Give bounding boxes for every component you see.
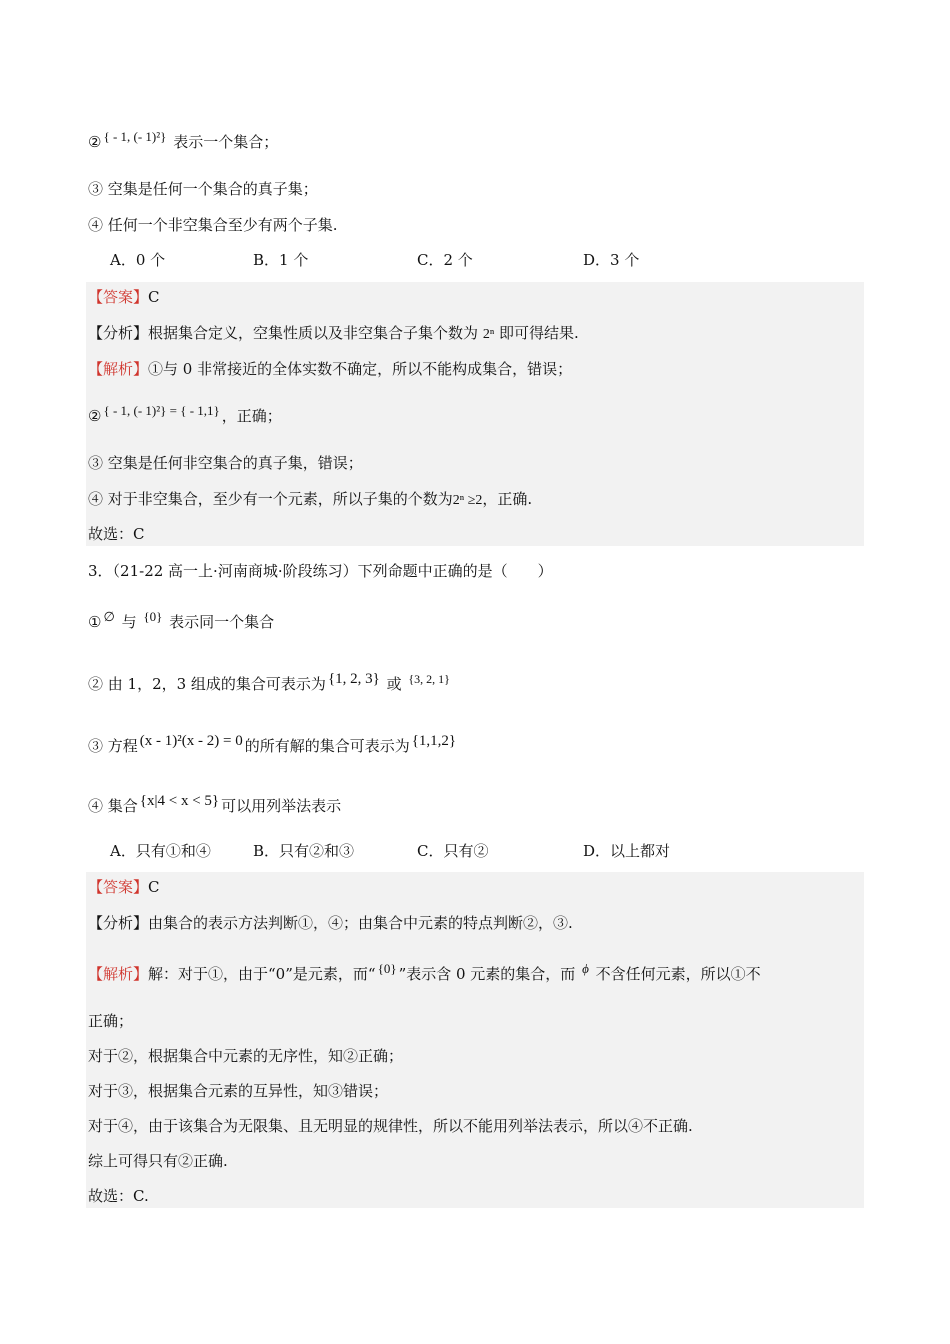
set-zero: {0}	[377, 961, 397, 976]
item-text-2: 表示同一个集合	[169, 613, 275, 631]
answer-value: C	[148, 878, 160, 896]
set-112: {1,1,2}	[411, 733, 457, 749]
q3-solution-line-1-cont: 正确；	[88, 1012, 134, 1030]
item-text: 与	[121, 613, 137, 631]
phi-symbol: ϕ	[582, 961, 589, 976]
solution-text: 解：对于①，由于“0”是元素，而“	[148, 965, 376, 983]
solution-text: ①与 0 非常接近的全体实数不确定，所以不能构成集合，错误；	[148, 360, 573, 378]
analysis-text: 由集合的表示方法判断①，④；由集合中元素的特点判断②，③.	[148, 914, 573, 932]
solution-text-2: ”表示含 0 元素的集合，而	[398, 965, 576, 983]
q2-solution-line-1	[88, 358, 862, 380]
q2-answer	[88, 286, 862, 308]
q3-item-1	[88, 606, 862, 633]
solution-label: 【解析】	[88, 965, 149, 983]
q3-option-d[interactable]: D．以上都对	[583, 842, 671, 860]
q3-item-4	[88, 790, 862, 817]
set-321: {3, 2, 1}	[408, 672, 450, 686]
analysis-math: 2ⁿ	[482, 327, 495, 342]
item-marker: ②	[88, 133, 102, 151]
q3-item-2	[88, 668, 862, 695]
q3-solution-line-3: 对于③，根据集合元素的互异性，知③错误；	[88, 1082, 389, 1100]
answer-value: C	[148, 288, 160, 306]
item-marker: ②	[88, 407, 102, 425]
q3-option-c[interactable]: C．只有②	[417, 842, 489, 860]
q2-analysis	[88, 322, 862, 346]
q2-item-3: ③ 空集是任何一个集合的真子集；	[88, 180, 318, 198]
item-text-2: 或	[386, 675, 402, 693]
solution-text-2: ，正确.	[482, 490, 533, 508]
q3-solution-line-4: 对于④，由于该集合为无限集、且无明显的规律性，所以不能用列举法表示，所以④不正确.	[88, 1117, 693, 1135]
q2-conclusion: 故选：C	[88, 525, 145, 543]
q2-option-a[interactable]: A．0 个	[110, 251, 166, 269]
item-text: ② 由 1，2，3 组成的集合可表示为	[88, 675, 326, 693]
q3-option-b[interactable]: B．只有②和③	[253, 842, 355, 860]
set-equation: { - 1, (- 1)²} = { - 1,1}	[103, 403, 220, 418]
q3-solution-line-1	[88, 958, 862, 985]
q3-stem: 3．（21-22 高一上·河南商城·阶段练习）下列命题中正确的是（ ）	[88, 562, 553, 580]
item-text: ③ 方程	[88, 737, 138, 755]
analysis-text: 根据集合定义，空集性质以及非空集合子集个数为	[148, 324, 479, 342]
item-text: ④ 集合	[88, 797, 138, 815]
q3-analysis	[88, 912, 862, 934]
q3-conclusion: 故选：C.	[88, 1187, 149, 1205]
q2-option-c[interactable]: C．2 个	[417, 251, 473, 269]
answer-label: 【答案】	[88, 878, 149, 896]
solution-text-3: 不含任何元素，所以①不	[595, 965, 761, 983]
item-text: 表示一个集合；	[173, 133, 279, 151]
q3-solution-line-2: 对于②，根据集合中元素的无序性，知②正确；	[88, 1047, 404, 1065]
q2-solution-line-4	[88, 488, 862, 512]
analysis-label: 【分析】	[88, 324, 149, 342]
item-text-2: 的所有解的集合可表示为	[244, 737, 410, 755]
set-expression: { - 1, (- 1)²}	[103, 129, 167, 144]
set-zero: {0}	[143, 609, 163, 624]
q2-solution-line-2	[88, 400, 862, 427]
q3-answer	[88, 876, 862, 898]
answer-label: 【答案】	[88, 288, 149, 306]
empty-set-symbol: ∅	[103, 609, 115, 624]
set-builder: {x|4 < x < 5}	[139, 793, 220, 809]
item-text-2: 可以用列举法表示	[221, 797, 342, 815]
q2-option-d[interactable]: D．3 个	[583, 251, 640, 269]
inequality-math: 2ⁿ ≥2	[452, 493, 483, 508]
analysis-label: 【分析】	[88, 914, 149, 932]
q2-option-b[interactable]: B．1 个	[253, 251, 309, 269]
solution-text: ④ 对于非空集合，至少有一个元素，所以子集的个数为	[88, 490, 453, 508]
q2-item-2	[88, 126, 862, 153]
item-marker: ①	[88, 613, 102, 631]
equation: (x - 1)²(x - 2) = 0	[139, 733, 243, 749]
q3-item-3	[88, 730, 862, 757]
q2-solution-line-3: ③ 空集是任何非空集合的真子集，错误；	[88, 454, 363, 472]
analysis-text-2: 即可得结果.	[499, 324, 579, 342]
solution-text: ，正确；	[221, 407, 282, 425]
q2-item-4: ④ 任何一个非空集合至少有两个子集.	[88, 216, 338, 234]
q3-option-a[interactable]: A．只有①和④	[110, 842, 211, 860]
set-123: {1, 2, 3}	[327, 671, 380, 687]
solution-label: 【解析】	[88, 360, 149, 378]
q3-solution-line-5: 综上可得只有②正确.	[88, 1152, 228, 1170]
